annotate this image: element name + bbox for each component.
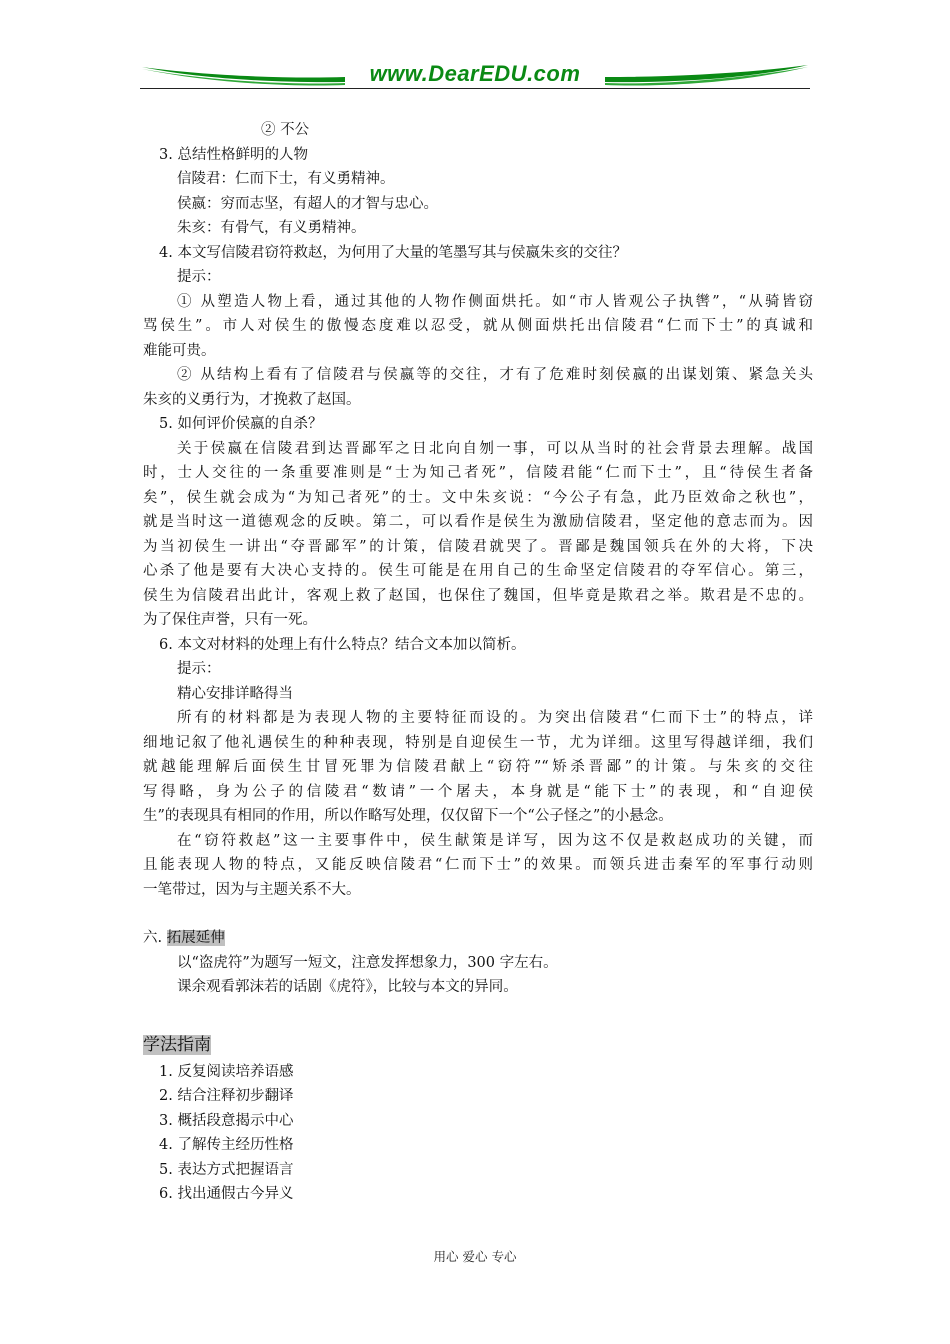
hint-subtitle: 精心安排详略得当 <box>177 685 293 702</box>
paragraph-line: 就是当时这一道德观念的反映。第二，可以看作是侯生为激励信陵君，坚定他的意志而为。因 <box>143 514 813 530</box>
paragraph-line: 侯生为信陵君出此计，客观上救了赵国，也保住了魏国，但毕竟是欺君之举。欺君是不忠的。 <box>143 587 813 604</box>
paragraph-line: 写得略，身为公子的信陵君“数请”一个屠夫，本身就是“能下士”的表现，和“自迎侯 <box>143 783 813 800</box>
list-item: 1. 反复阅读培养语感 <box>159 1063 294 1080</box>
question-heading: 5. 如何评价侯嬴的自杀？ <box>159 416 323 432</box>
paragraph-line: 细地记叙了他礼遇侯生的种种表现，特别是自迎侯生一节，尤为详细。这里写得越详细，我们 <box>143 734 813 751</box>
paragraph-line: 课余观看郭沫若的话剧《虎符》，比较与本文的异同。 <box>177 979 518 995</box>
paragraph-line: 朱亥的义勇行为，才挽救了赵国。 <box>143 391 361 408</box>
list-item: 6. 找出通假古今异义 <box>159 1186 294 1202</box>
site-logo: www.DearEDU.com <box>369 61 581 86</box>
paragraph-line: 所有的材料都是为表现人物的主要特征而设的。为突出信陵君“仁而下士”的特点，详 <box>177 710 813 726</box>
paragraph-line: 骂侯生”。市人对侯生的傲慢态度难以忍受，就从侧面烘托出信陵君“仁而下士”的真诚和 <box>143 318 813 334</box>
question-heading: 3. 总结性格鲜明的人物 <box>159 146 308 163</box>
character-line: 信陵君：仁而下士，有义勇精神。 <box>177 171 395 187</box>
section-heading <box>143 926 813 951</box>
paragraph-line: 以“盗虎符”为题写一短文，注意发挥想象力，300 字左右。 <box>177 954 558 971</box>
character-line: 侯嬴：穷而志坚，有超人的才智与忠心。 <box>177 195 438 212</box>
hint-label: 提示： <box>177 661 221 677</box>
page-footer: 用心 爱心 专心 <box>433 1249 517 1264</box>
question-heading: 6. 本文对材料的处理上有什么特点？结合文本加以简析。 <box>159 636 526 653</box>
paragraph-line: 生”的表现具有相同的作用，所以作略写处理，仅仅留下一个“公子怪之”的小悬念。 <box>143 808 673 824</box>
site-header <box>140 55 810 95</box>
guide-title: 学法指南 <box>143 1034 211 1055</box>
spacer <box>143 1000 813 1024</box>
guide-heading <box>143 1030 813 1060</box>
paragraph-line: ① 从塑造人物上看，通过其他的人物作侧面烘托。如“市人皆观公子执辔”，“从骑皆窃 <box>177 293 813 310</box>
paragraph-line: 且能表现人物的特点，又能反映信陵君“仁而下士”的效果。而领兵进击秦军的军事行动则 <box>143 857 813 873</box>
paragraph-line: 就越能理解后面侯生甘冒死罪为信陵君献上“窃符”“矫杀晋鄙”的计策。与朱亥的交往 <box>143 759 813 775</box>
hint-label: 提示： <box>177 269 221 285</box>
list-item: 2. 结合注释初步翻译 <box>159 1088 294 1104</box>
paragraph-line: 为当初侯生一讲出“夺晋鄙军”的计策，信陵君就哭了。晋鄙是魏国领兵在外的大将，下决 <box>143 538 813 555</box>
list-item: 3. 概括段意揭示中心 <box>159 1112 294 1129</box>
paragraph-line: 心杀了他是要有大决心支持的。侯生可能是在用自己的生命坚定信陵君的夺军信心。第三， <box>143 563 813 579</box>
section-title: 拓展延伸 <box>166 930 225 946</box>
paragraph-line: 矣”，侯生就会成为“为知己者死”的士。文中朱亥说：“今公子有急，此乃臣效命之秋也”， <box>143 489 813 506</box>
list-item: ② 不公 <box>261 122 310 138</box>
section-number: 六. <box>143 930 163 946</box>
list-item: 5. 表达方式把握语言 <box>159 1161 294 1178</box>
question-heading: 4. 本文写信陵君窃符救赵，为何用了大量的笔墨写其与侯嬴朱亥的交往？ <box>159 244 627 261</box>
list-item: 4. 了解传主经历性格 <box>159 1137 294 1153</box>
paragraph-line: 难能可贵。 <box>143 342 216 359</box>
character-line: 朱亥：有骨气，有义勇精神。 <box>177 220 366 236</box>
document-body <box>143 118 813 1207</box>
header-divider <box>140 88 810 89</box>
paragraph-line: 为了保住声誉，只有一死。 <box>143 612 317 628</box>
paragraph-line: 一笔带过，因为与主题关系不大。 <box>143 881 361 898</box>
paragraph-line: 在“窃符救赵”这一主要事件中，侯生献策是详写，因为这不仅是救赵成功的关键，而 <box>177 832 813 849</box>
paragraph-line: ② 从结构上看有了信陵君与侯嬴等的交往，才有了危难时刻侯嬴的出谋划策、紧急关头 <box>177 367 813 383</box>
paragraph-line: 时，士人交往的一条重要准则是“士为知己者死”，信陵君能“仁而下士”，且“待侯生者备 <box>143 465 813 481</box>
spacer <box>143 902 813 926</box>
paragraph-line: 关于侯嬴在信陵君到达晋鄙军之日北向自刎一事，可以从当时的社会背景去理解。战国 <box>177 440 813 457</box>
